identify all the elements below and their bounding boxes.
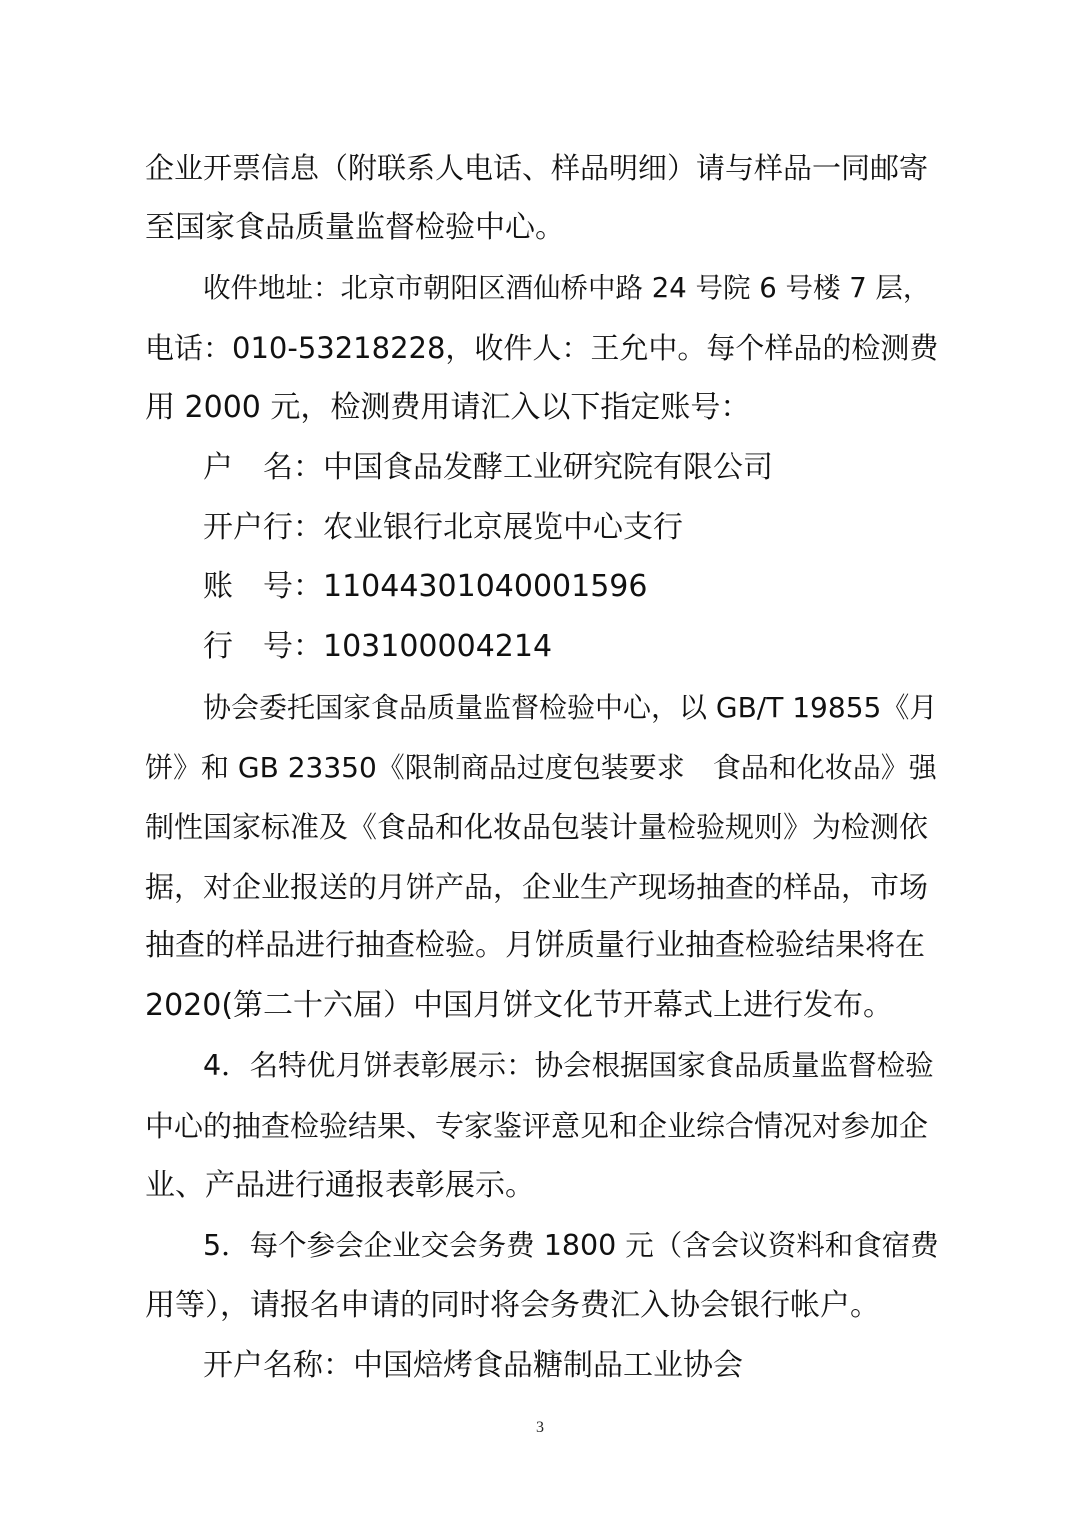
body-line: 业、产品进行通报表彰展示。: [145, 1168, 535, 1203]
body-line: 协会委托国家食品质量监督检验中心，以 GB/T 19855《月: [203, 691, 938, 724]
shipping-address-line: 收件地址：北京市朝阳区酒仙桥中路 24 号院 6 号楼 7 层，: [203, 272, 931, 304]
body-line: 抽查的样品进行抽查检验。月饼质量行业抽查检验结果将在: [145, 928, 925, 963]
bank-code-line: 行 号：103100004214: [203, 629, 553, 664]
body-line: 电话：010-53218228，收件人：王允中。每个样品的检测费: [145, 331, 939, 365]
body-line: 企业开票信息（附联系人电话、样品明细）请与样品一同邮寄: [145, 151, 929, 185]
item-4-line: 4．名特优月饼表彰展示：协会根据国家食品质量监督检验: [203, 1049, 934, 1082]
body-line: 2020(第二十六届）中国月饼文化节开幕式上进行发布。: [145, 988, 894, 1023]
body-line: 至国家食品质量监督检验中心。: [145, 210, 565, 245]
body-line: 用等），请报名申请的同时将会务费汇入协会银行帐户。: [145, 1288, 880, 1323]
body-line: 用 2000 元，检测费用请汇入以下指定账号：: [145, 390, 751, 425]
body-line: 中心的抽查检验结果、专家鉴评意见和企业综合情况对参加企: [145, 1109, 929, 1143]
body-line: 制性国家标准及《食品和化妆品包装计量检验规则》为检测依: [145, 810, 929, 844]
body-line: 饼》和 GB 23350《限制商品过度包装要求 食品和化妆品》强: [145, 751, 937, 784]
account-number-line: 账 号：11044301040001596: [203, 569, 648, 604]
body-line: 据，对企业报送的月饼产品，企业生产现场抽查的样品，市场: [145, 870, 929, 904]
bank-line: 开户行：农业银行北京展览中心支行: [203, 510, 683, 545]
item-5-line: 5．每个参会企业交会务费 1800 元（含会议资料和食宿费: [203, 1229, 939, 1262]
page-number: 3: [536, 1419, 544, 1436]
account-name-line: 户 名：中国食品发酵工业研究院有限公司: [203, 450, 773, 485]
account-holder-line: 开户名称：中国焙烤食品糖制品工业协会: [203, 1348, 743, 1383]
